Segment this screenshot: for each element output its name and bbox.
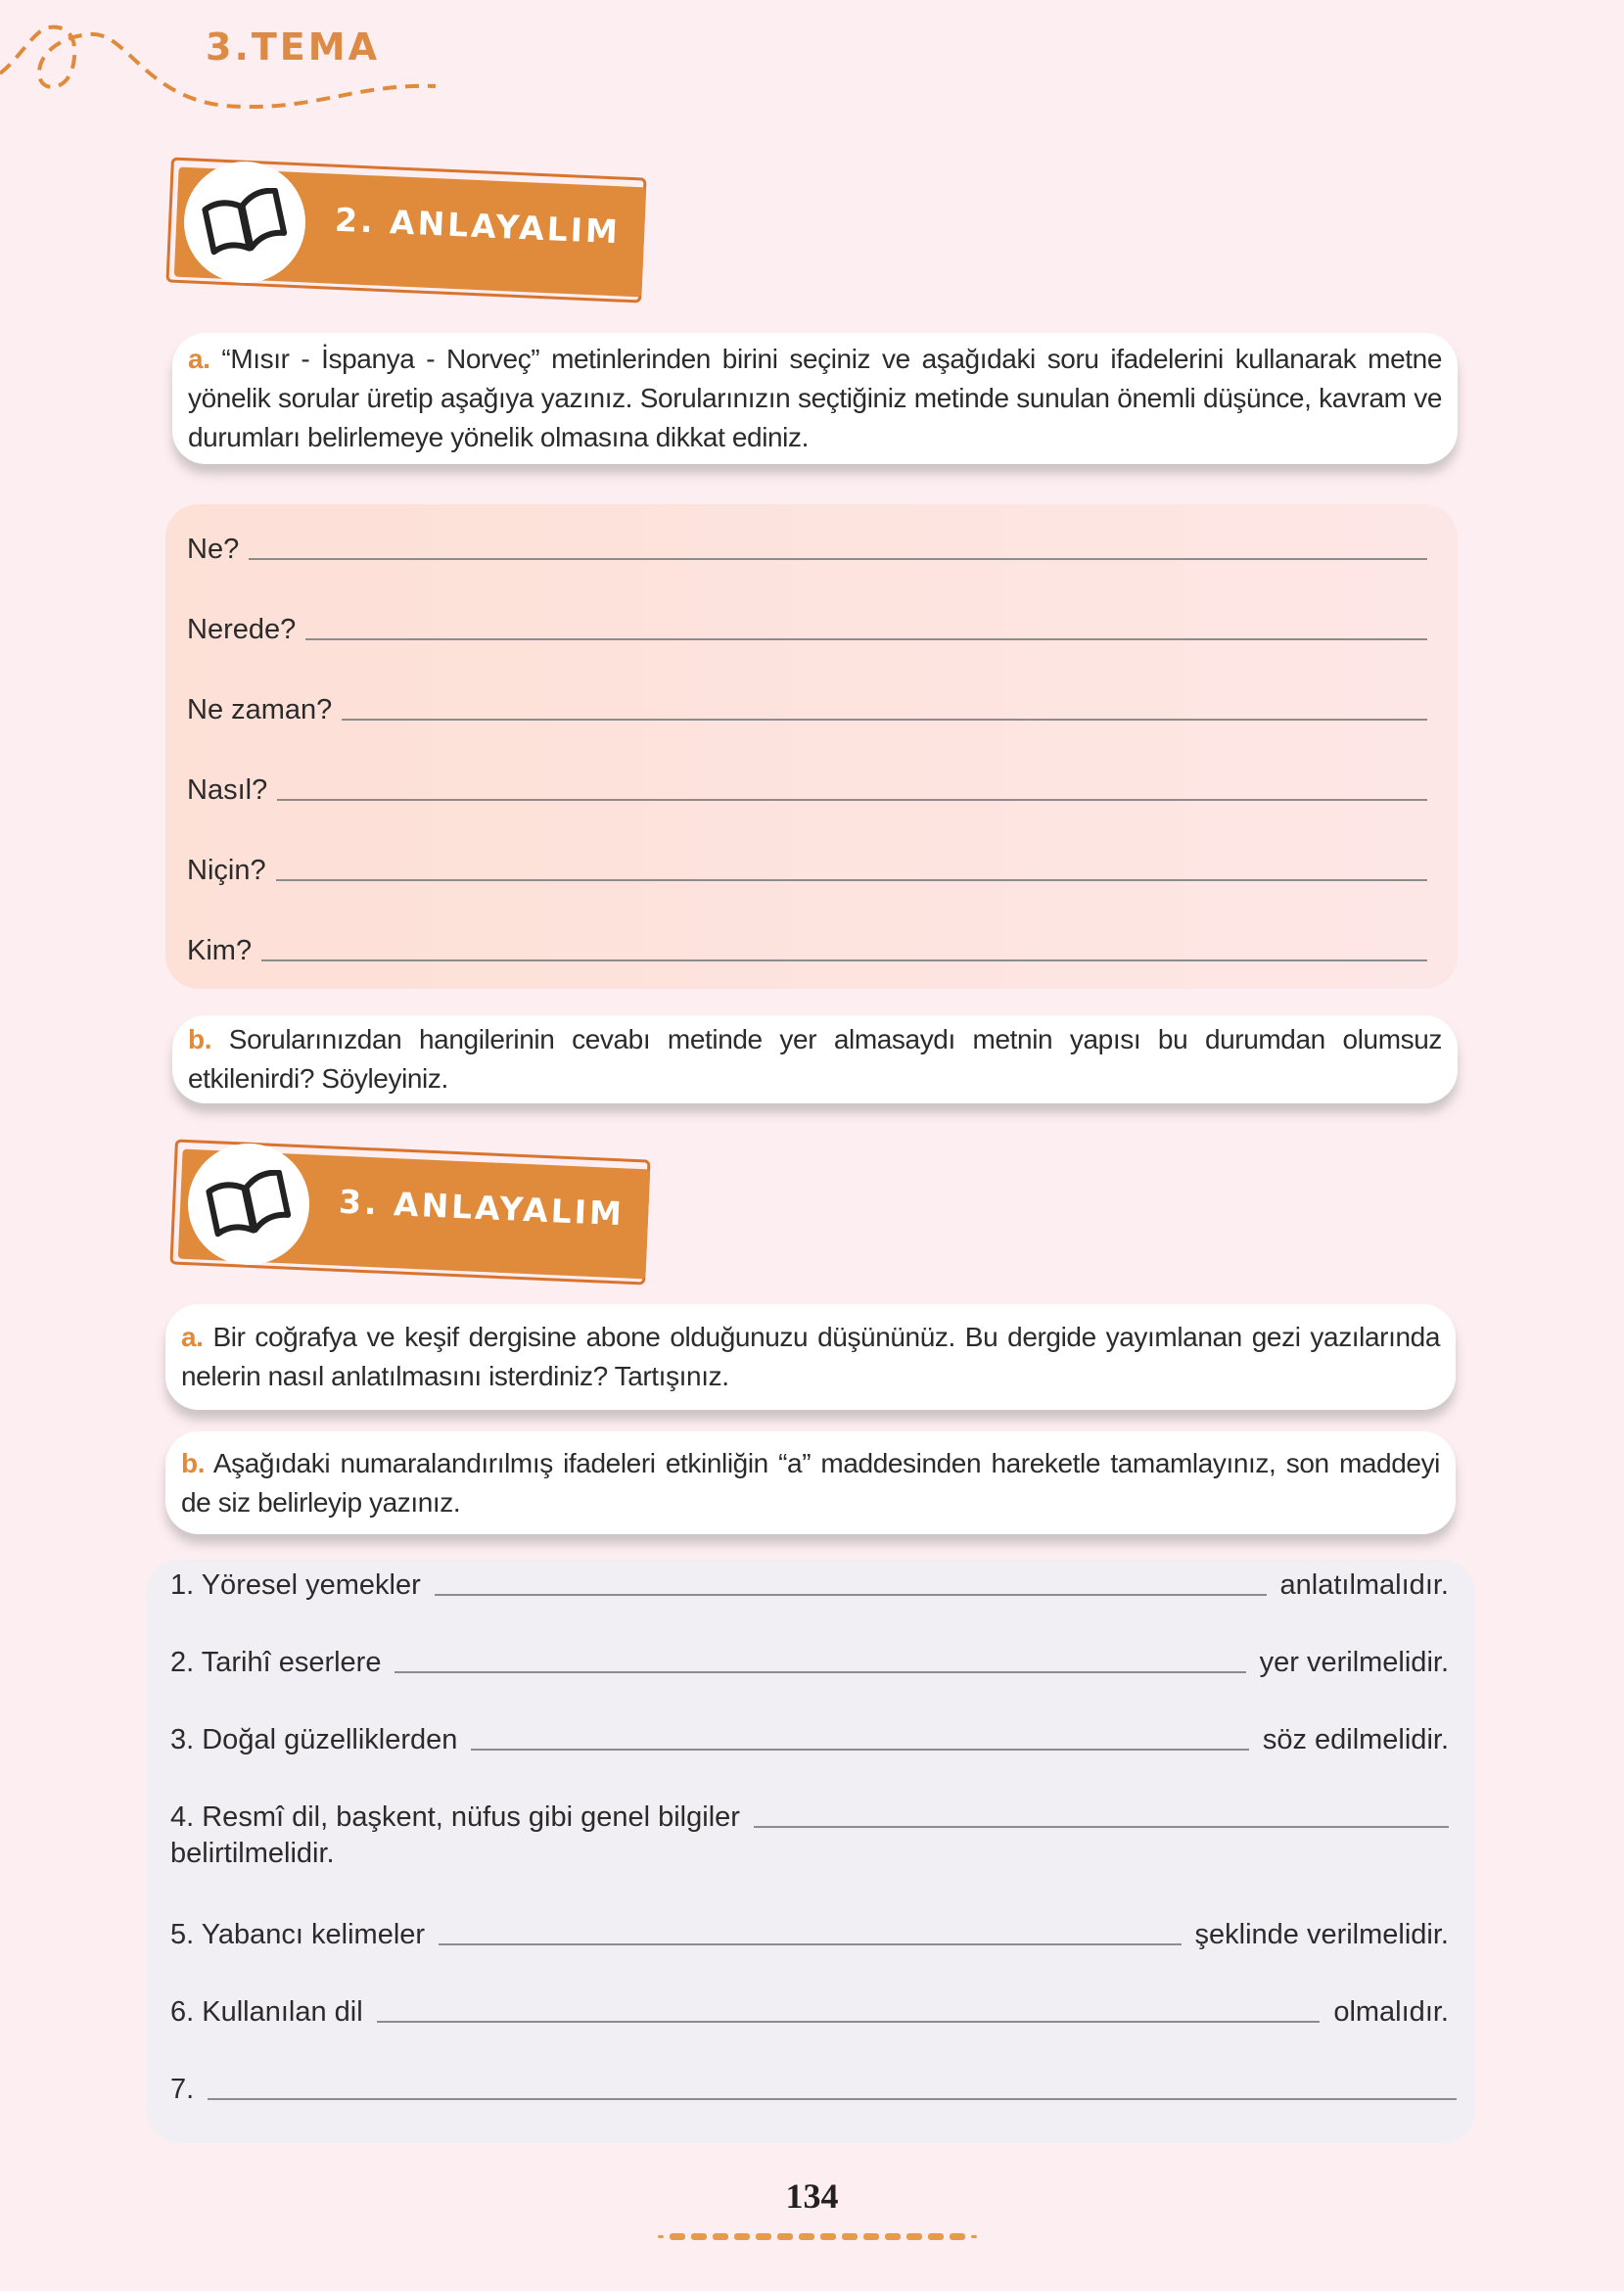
question-row bbox=[187, 774, 1427, 807]
item-prefix: 7. bbox=[170, 2074, 195, 2105]
divider-dot bbox=[658, 2235, 664, 2238]
completion-row bbox=[170, 1996, 1449, 2029]
item-prefix: 5. Yabancı kelimeler bbox=[170, 1919, 426, 1950]
question-row bbox=[187, 855, 1427, 887]
divider-dot bbox=[906, 2233, 922, 2240]
item-suffix: söz edilmelidir. bbox=[1262, 1724, 1449, 1755]
banner-title: 2. ANLAYALIM bbox=[334, 200, 622, 252]
item-prefix: 1. Yöresel yemekler bbox=[170, 1569, 421, 1601]
question-row bbox=[187, 694, 1427, 726]
answer-line[interactable] bbox=[305, 637, 1427, 640]
divider-dot bbox=[928, 2233, 944, 2240]
answer-line[interactable] bbox=[261, 958, 1427, 961]
answer-line[interactable] bbox=[249, 557, 1427, 560]
open-book-icon bbox=[184, 162, 305, 283]
question-label: Niçin? bbox=[187, 855, 266, 886]
completion-row bbox=[170, 1647, 1449, 1679]
completion-row bbox=[170, 1569, 1449, 1602]
divider-dot bbox=[820, 2233, 836, 2240]
answer-line[interactable] bbox=[754, 1825, 1449, 1828]
completion-row bbox=[170, 1801, 1449, 1870]
instruction-text: Sorularınızdan hangilerinin cevabı metinde yer almasaydı metnin yapısı bu durumdan olumsuz etkilenirdi? Söyleyiniz. bbox=[188, 1024, 1442, 1094]
answer-line[interactable] bbox=[342, 718, 1427, 721]
question-row bbox=[187, 534, 1427, 566]
question-label: Ne? bbox=[187, 534, 240, 565]
divider-dot bbox=[971, 2235, 977, 2238]
question-answer-box bbox=[165, 504, 1458, 989]
answer-line[interactable] bbox=[208, 2097, 1457, 2100]
item-suffix: belirtilmelidir. bbox=[170, 1838, 335, 1869]
item-prefix: 2. Tarihî eserlere bbox=[170, 1647, 382, 1678]
item-suffix: yer verilmelidir. bbox=[1259, 1647, 1449, 1678]
answer-line[interactable] bbox=[377, 2020, 1321, 2023]
section-banner-3 bbox=[172, 1146, 652, 1283]
question-row bbox=[187, 935, 1427, 967]
instruction-3a bbox=[165, 1304, 1456, 1410]
item-prefix: 4. Resmî dil, başkent, nüfus gibi genel bilgiler bbox=[170, 1801, 740, 1833]
divider-dot bbox=[950, 2233, 965, 2240]
item-prefix: 6. Kullanılan dil bbox=[170, 1996, 363, 2028]
item-suffix: anlatılmalıdır. bbox=[1279, 1569, 1449, 1601]
completion-row bbox=[170, 1919, 1449, 1951]
divider-dot bbox=[799, 2233, 814, 2240]
question-label: Kim? bbox=[187, 935, 253, 966]
divider-dot bbox=[670, 2233, 685, 2240]
item-label: a. bbox=[188, 344, 210, 374]
open-book-icon bbox=[188, 1144, 309, 1265]
divider-dot bbox=[842, 2233, 858, 2240]
divider-dot bbox=[734, 2233, 750, 2240]
divider-dot bbox=[713, 2233, 728, 2240]
instruction-2b bbox=[172, 1015, 1458, 1103]
answer-line[interactable] bbox=[394, 1670, 1245, 1673]
answer-line[interactable] bbox=[471, 1748, 1248, 1751]
divider-dot bbox=[863, 2233, 879, 2240]
instruction-text: Bir coğrafya ve keşif dergisine abone olduğunuzu düşününüz. Bu dergide yayımlanan gezi yazılarında nelerin nasıl anlatılmasını isterdiniz? Tartışınız. bbox=[181, 1322, 1440, 1391]
answer-line[interactable] bbox=[435, 1593, 1267, 1596]
completion-row bbox=[170, 2074, 1457, 2106]
answer-line[interactable] bbox=[277, 798, 1427, 801]
dotted-divider bbox=[658, 2233, 977, 2240]
question-row bbox=[187, 614, 1427, 646]
divider-dot bbox=[756, 2233, 771, 2240]
divider-dot bbox=[777, 2233, 793, 2240]
theme-title: 3.TEMA bbox=[206, 25, 380, 69]
item-prefix: 3. Doğal güzelliklerden bbox=[170, 1724, 458, 1755]
item-label: b. bbox=[188, 1024, 212, 1054]
instruction-2a bbox=[172, 333, 1458, 464]
instruction-text: “Mısır - İspanya - Norveç” metinlerinden birini seçiniz ve aşağıdaki soru ifadelerini kullanarak metne yönelik sorular üretip aşağıya yazınız. Sorularınızın seçtiğiniz metinde sunulan önemli düşünce, kavram ve durumları belirlemeye yönelik olmasına dikkat ediniz. bbox=[188, 344, 1442, 452]
instruction-text: Aşağıdaki numaralandırılmış ifadeleri etkinliğin “a” maddesinden hareketle tamamlayınız, son maddeyi de siz belirleyip yazınız. bbox=[181, 1447, 1440, 1518]
question-label: Nerede? bbox=[187, 614, 297, 645]
question-label: Nasıl? bbox=[187, 774, 268, 806]
divider-dot bbox=[885, 2233, 901, 2240]
page-number: 134 bbox=[785, 2176, 839, 2216]
completion-row bbox=[170, 1724, 1449, 1756]
item-label: a. bbox=[181, 1322, 204, 1352]
instruction-3b bbox=[165, 1431, 1456, 1534]
banner-title: 3. ANLAYALIM bbox=[338, 1182, 626, 1234]
question-label: Ne zaman? bbox=[187, 694, 333, 725]
item-suffix: olmalıdır. bbox=[1333, 1996, 1449, 2028]
section-banner-2 bbox=[168, 164, 648, 301]
divider-dot bbox=[691, 2233, 707, 2240]
answer-line[interactable] bbox=[439, 1942, 1181, 1945]
item-suffix: şeklinde verilmelidir. bbox=[1194, 1919, 1449, 1950]
item-label: b. bbox=[181, 1447, 206, 1478]
answer-line[interactable] bbox=[276, 878, 1427, 881]
